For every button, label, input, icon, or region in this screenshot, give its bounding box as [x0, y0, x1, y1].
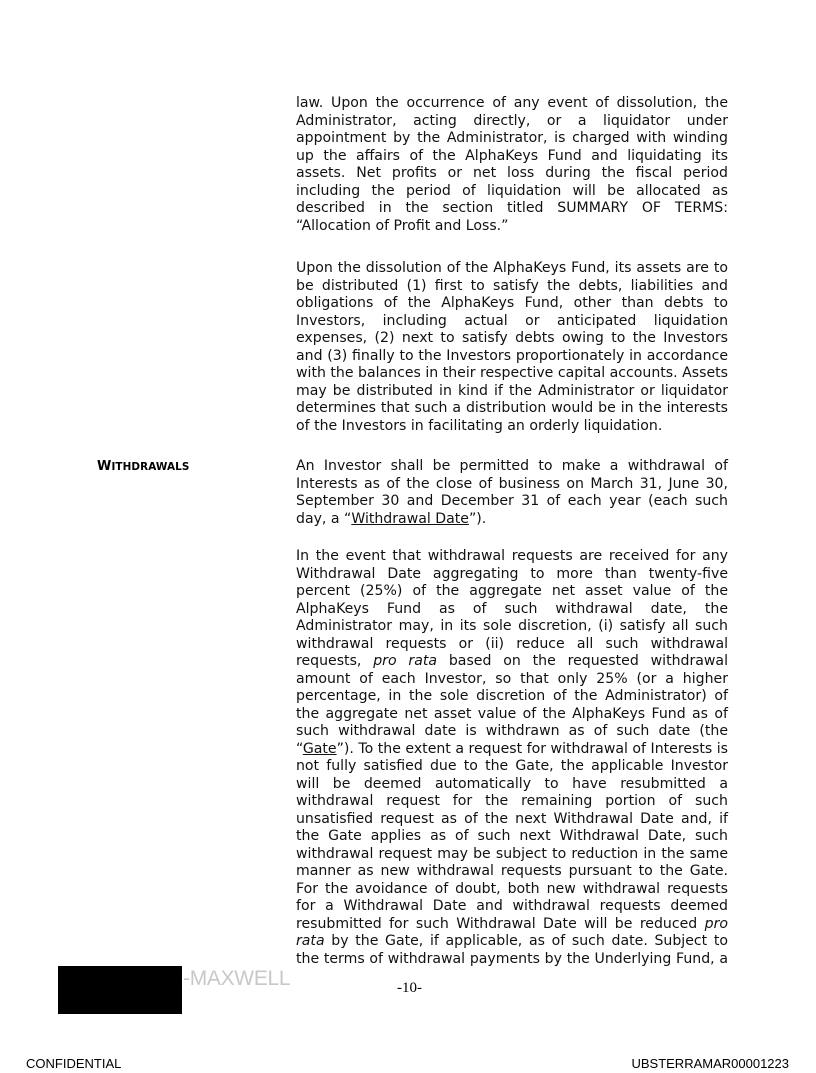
dissolution-paragraph-2: Upon the dissolution of the AlphaKeys Fund, its assets are to be distributed (1) first to satisfy the debts, liabilities and obligations of the AlphaKeys Fund, other than debts to Investors, including actual or anticipated liquidation expenses, (2) next to satisfy debts owing to the Investors and (3) finally to the Investors proportionately in accordance with the balances in their respective capital accounts. Assets may be distributed in kind if the Administrator or liquidator determines that such a distribution would be in the interests of the Investors in facilitating an orderly liquidation.: [296, 260, 728, 434]
withdrawals-paragraph-1: An Investor shall be permitted to make a withdrawal of Interests as of the close of business on March 31, June 30, September 30 and December 31 of each year (each such day, a “Withdrawal Date”).: [296, 458, 728, 527]
withdrawal-date-term: Withdrawal Date: [351, 510, 469, 527]
confidential-label: CONFIDENTIAL: [26, 1056, 122, 1071]
page-number: -10-: [397, 980, 422, 996]
bates-number: UBSTERRAMAR00001223: [631, 1056, 789, 1071]
withdrawals-paragraph-2: In the event that withdrawal requests are received for any Withdrawal Date aggregating to more than twenty-five percent (25%) of the aggregate net asset value of the AlphaKeys Fund as of such withdrawal date, the Administrator may, in its sole discretion, (i) satisfy all such withdrawal requests or (ii) reduce all such withdrawal requests, pro rata based on the requested withdrawal amount of each Investor, so that only 25% (or a higher percentage, in the sole discretion of the Administrator) of the aggregate net asset value of the AlphaKeys Fund as of such withdrawal date is withdrawn as of such date (the “Gate”). To the extent a request for withdrawal of Interests is not fully satisfied due to the Gate, the applicable Investor will be deemed automatically to have resubmitted a withdrawal request for the remaining portion of such unsatisfied request as of the next Withdrawal Date and, if the Gate applies as of such next Withdrawal Date, such withdrawal request may be subject to reduction in the same manner as new withdrawal requests pursuant to the Gate. For the avoidance of doubt, both new withdrawal requests for a Withdrawal Date and withdrawal requests deemed resubmitted for such Withdrawal Date will be reduced pro rata by the Gate, if applicable, as of such date. Subject to the terms of withdrawal payments by the Underlying Fund, a: [296, 548, 728, 967]
name-stamp: -MAXWELL: [183, 967, 291, 990]
section-heading-withdrawals: WITHDRAWALS: [97, 459, 190, 474]
dissolution-paragraph-1: law. Upon the occurrence of any event of dissolution, the Administrator, acting directly, or a liquidator under appointment by the Administrator, is charged with winding up the affairs of the AlphaKeys Fund and liquidating its assets. Net profits or net loss during the fiscal period including the period of liquidation will be allocated as described in the section titled SUMMARY OF TERMS: “Allocation of Profit and Loss.”: [296, 95, 728, 234]
gate-term: Gate: [302, 740, 337, 757]
redaction-box: [58, 966, 182, 1014]
